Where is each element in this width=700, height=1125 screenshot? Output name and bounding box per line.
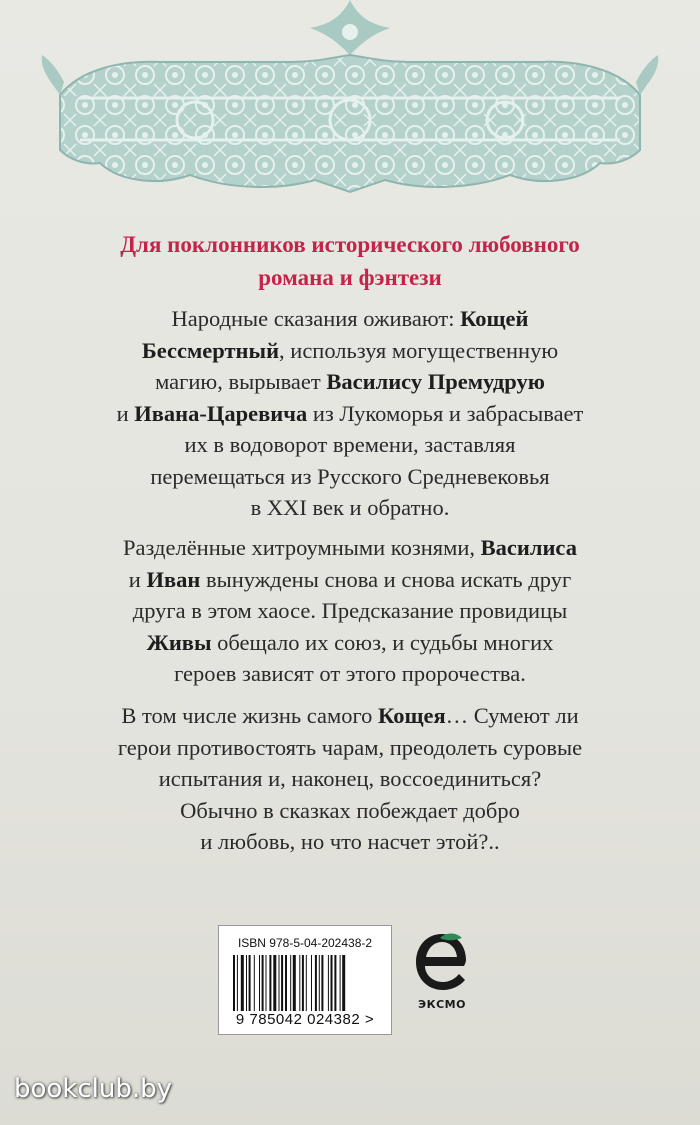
publisher-name: ЭКСМО xyxy=(418,998,466,1011)
description-paragraph-1 xyxy=(60,303,640,524)
text-line: в XXI век и обратно. xyxy=(250,495,450,520)
text-line: их в водоворот времени, заставляя xyxy=(184,432,516,457)
text-line: испытания и, наконец, воссоединиться? xyxy=(158,766,542,791)
text-line: героев зависят от этого пророчества. xyxy=(174,661,526,686)
text-line: герои противостоять чарам, преодолеть суровые xyxy=(117,734,583,760)
description-paragraph-3 xyxy=(60,700,640,858)
text-line: и любовь, но что насчет этой?.. xyxy=(200,829,500,854)
watermark: bookclub.by xyxy=(14,1074,173,1104)
text-line: Бессмертный, используя могущественную xyxy=(141,337,559,363)
isbn-label: ISBN 978-5-04-202438-2 xyxy=(237,936,373,950)
text-line: перемещаться из Русского Средневековья xyxy=(150,463,550,489)
text-line: В том числе жизнь самого Кощея… Сумеют ли xyxy=(121,703,579,728)
tagline-line: романа и фэнтези xyxy=(258,265,442,290)
character-name: Иван xyxy=(146,566,201,592)
character-name: Кощея xyxy=(378,703,446,728)
text-line: и Иван вынуждены снова и снова искать друг xyxy=(128,566,572,592)
text-line: Обычно в сказках побеждает добро xyxy=(180,797,520,823)
tagline xyxy=(60,228,640,294)
text-line: друга в этом хаосе. Предсказание провидицы xyxy=(132,598,568,623)
text-line: Живы обещало их союз, и судьбы многих xyxy=(146,629,554,655)
text-line: и Ивана-Царевича из Лукоморья и забрасывает xyxy=(116,400,584,426)
character-name: Живы xyxy=(146,629,212,655)
character-name: Кощей xyxy=(460,306,529,331)
character-name: Василису Премудрую xyxy=(326,369,545,394)
text-line: магию, вырывает Василису Премудрую xyxy=(155,369,545,394)
isbn-barcode-block xyxy=(218,925,392,1035)
character-name: Бессмертный xyxy=(141,337,280,363)
ornament-header xyxy=(40,0,660,195)
barcode-icon xyxy=(231,955,381,1011)
eksmo-logo-icon xyxy=(412,930,472,995)
character-name: Ивана-Царевича xyxy=(134,400,308,426)
text-line: Народные сказания оживают: Кощей xyxy=(171,306,529,331)
description-paragraph-2 xyxy=(60,532,640,690)
barcode-digits: 9 785042 024382 > xyxy=(235,1011,375,1028)
character-name: Василиса xyxy=(480,535,577,560)
text-line: Разделённые хитроумными кознями, Василиса xyxy=(123,535,577,560)
tagline-line: Для поклонников исторического любовного xyxy=(120,232,580,257)
